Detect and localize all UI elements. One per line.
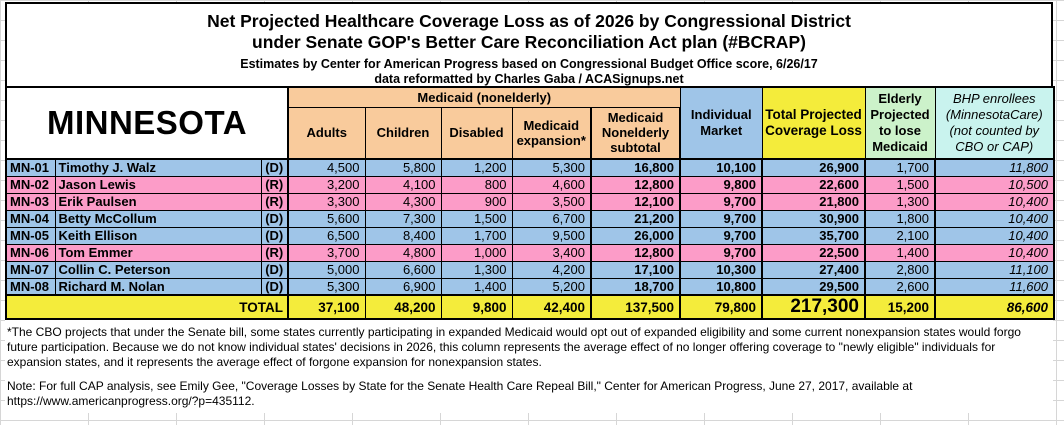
total-disabled: 9,800 (441, 295, 512, 319)
cell-district: MN-07 (6, 261, 55, 278)
medicaid-group-header: Medicaid (nonelderly) (288, 87, 680, 107)
cell-adults: 5,300 (288, 278, 365, 295)
cell-total: 27,400 (762, 261, 865, 278)
cell-children: 4,100 (365, 176, 441, 193)
cell-children: 8,400 (365, 227, 441, 244)
cell-name: Timothy J. Walz (55, 159, 261, 176)
cell-adults: 5,000 (288, 261, 365, 278)
spreadsheet-content (5, 2, 1053, 413)
table-row (6, 278, 1054, 295)
cell-individual: 9,700 (680, 227, 762, 244)
cell-individual: 10,800 (680, 278, 762, 295)
cell-individual: 10,100 (680, 159, 762, 176)
col-header-expansion: Medicaid expansion* (512, 107, 591, 159)
cell-bhp: 11,800 (935, 159, 1054, 176)
total-children: 48,200 (365, 295, 441, 319)
cell-bhp: 10,400 (935, 227, 1054, 244)
cell-disabled: 1,500 (441, 210, 512, 227)
cell-children: 4,800 (365, 244, 441, 261)
cell-disabled: 900 (441, 193, 512, 210)
cell-name: Erik Paulsen (55, 193, 261, 210)
cell-children: 4,300 (365, 193, 441, 210)
cell-elderly: 1,700 (865, 159, 935, 176)
cell-children: 6,900 (365, 278, 441, 295)
cell-party: (R) (261, 176, 288, 193)
cell-disabled: 1,400 (441, 278, 512, 295)
cell-expansion: 4,200 (512, 261, 591, 278)
cell-total: 22,500 (762, 244, 865, 261)
col-header-children: Children (365, 107, 441, 159)
cell-expansion: 6,700 (512, 210, 591, 227)
cell-district: MN-05 (6, 227, 55, 244)
cell-total: 22,600 (762, 176, 865, 193)
cell-subtotal: 12,100 (591, 193, 680, 210)
total-elderly: 15,200 (865, 295, 935, 319)
total-row (6, 295, 1054, 319)
cell-subtotal: 12,800 (591, 244, 680, 261)
cell-party: (D) (261, 210, 288, 227)
cell-adults: 3,700 (288, 244, 365, 261)
col-header-total-coverage-loss: Total Projected Coverage Loss (762, 87, 865, 159)
cell-disabled: 1,700 (441, 227, 512, 244)
col-header-bhp: BHP enrollees (MinnesotaCare) (not counted by CBO or CAP) (935, 87, 1054, 159)
total-subtotal: 137,500 (591, 295, 680, 319)
notes-section (5, 320, 1053, 413)
cell-bhp: 10,400 (935, 210, 1054, 227)
cell-disabled: 1,000 (441, 244, 512, 261)
cell-district: MN-06 (6, 244, 55, 261)
cell-adults: 3,300 (288, 193, 365, 210)
cell-total: 35,700 (762, 227, 865, 244)
cell-district: MN-04 (6, 210, 55, 227)
cell-expansion: 3,500 (512, 193, 591, 210)
cell-individual: 9,700 (680, 244, 762, 261)
cell-children: 6,600 (365, 261, 441, 278)
page-title-line1: Net Projected Healthcare Coverage Loss as of 2026 by Congressional District (207, 11, 851, 31)
total-adults: 37,100 (288, 295, 365, 319)
cell-district: MN-03 (6, 193, 55, 210)
cell-name: Richard M. Nolan (55, 278, 261, 295)
cell-adults: 6,500 (288, 227, 365, 244)
table-row (6, 176, 1054, 193)
cell-subtotal: 21,200 (591, 210, 680, 227)
cell-party: (D) (261, 278, 288, 295)
cell-total: 30,900 (762, 210, 865, 227)
cell-subtotal: 18,700 (591, 278, 680, 295)
cell-bhp: 11,100 (935, 261, 1054, 278)
cell-individual: 9,700 (680, 193, 762, 210)
cell-expansion: 5,200 (512, 278, 591, 295)
title-attribution-gaba: data reformatted by Charles Gaba / ACASignups.net (374, 72, 684, 86)
cell-total: 26,900 (762, 159, 865, 176)
cell-bhp: 10,500 (935, 176, 1054, 193)
cell-elderly: 2,100 (865, 227, 935, 244)
cell-adults: 5,600 (288, 210, 365, 227)
cell-party: (D) (261, 261, 288, 278)
cell-name: Collin C. Peterson (55, 261, 261, 278)
cell-bhp: 10,400 (935, 244, 1054, 261)
cell-name: Keith Ellison (55, 227, 261, 244)
page-title-line2: under Senate GOP's Better Care Reconciliation Act plan (#BCRAP) (252, 32, 806, 52)
cell-elderly: 1,800 (865, 210, 935, 227)
cell-district: MN-08 (6, 278, 55, 295)
cell-bhp: 11,600 (935, 278, 1054, 295)
cell-expansion: 3,400 (512, 244, 591, 261)
col-header-disabled: Disabled (441, 107, 512, 159)
cell-total: 21,800 (762, 193, 865, 210)
cell-subtotal: 26,000 (591, 227, 680, 244)
table-row (6, 210, 1054, 227)
cell-party: (D) (261, 159, 288, 176)
total-expansion: 42,400 (512, 295, 591, 319)
table-row (6, 227, 1054, 244)
cell-subtotal: 16,800 (591, 159, 680, 176)
table-row (6, 193, 1054, 210)
cell-expansion: 5,300 (512, 159, 591, 176)
cell-name: Betty McCollum (55, 210, 261, 227)
cell-subtotal: 17,100 (591, 261, 680, 278)
cell-name: Jason Lewis (55, 176, 261, 193)
cell-elderly: 2,800 (865, 261, 935, 278)
source-note: Note: For full CAP analysis, see Emily Gee, "Coverage Losses by State for the Senate Health Care Repeal Bill," Center for American Progress, June 27, 2017, available at https://www.americanprogress.org/?p=435112. (7, 379, 913, 408)
cell-disabled: 1,300 (441, 261, 512, 278)
cell-children: 7,300 (365, 210, 441, 227)
table-header (6, 87, 1054, 159)
cell-elderly: 1,300 (865, 193, 935, 210)
col-header-elderly: Elderly Projected to lose Medicaid (865, 87, 935, 159)
total-coverage-loss: 217,300 (762, 295, 865, 319)
col-header-individual-market: Individual Market (680, 87, 762, 159)
cell-subtotal: 12,800 (591, 176, 680, 193)
cell-adults: 4,500 (288, 159, 365, 176)
cell-district: MN-01 (6, 159, 55, 176)
cell-party: (R) (261, 193, 288, 210)
total-label: TOTAL (6, 295, 288, 319)
state-label: MINNESOTA (6, 87, 288, 159)
cell-party: (R) (261, 244, 288, 261)
cell-elderly: 1,400 (865, 244, 935, 261)
expansion-footnote: *The CBO projects that under the Senate bill, some states currently participating in expanded Medicaid would opt out of expanded eligibility and some current nonexpansion states would forgo future participation. Because we do not know individual states' decisions in 2026, this column represents the average effect of no longer offering coverage to "newly eligible" individuals for expansion states, and it represents the average effect of forgone expansion for nonexpansion states. (7, 325, 1021, 369)
cell-expansion: 9,500 (512, 227, 591, 244)
cell-elderly: 2,600 (865, 278, 935, 295)
coverage-loss-table (5, 86, 1055, 320)
cell-children: 5,800 (365, 159, 441, 176)
cell-disabled: 800 (441, 176, 512, 193)
cell-elderly: 1,500 (865, 176, 935, 193)
cell-expansion: 4,600 (512, 176, 591, 193)
cell-bhp: 10,400 (935, 193, 1054, 210)
table-row (6, 159, 1054, 176)
cell-name: Tom Emmer (55, 244, 261, 261)
cell-district: MN-02 (6, 176, 55, 193)
cell-total: 29,500 (762, 278, 865, 295)
cell-individual: 10,300 (680, 261, 762, 278)
cell-adults: 3,200 (288, 176, 365, 193)
cell-individual: 9,800 (680, 176, 762, 193)
total-individual-market: 79,800 (680, 295, 762, 319)
title-box (5, 2, 1053, 86)
cell-disabled: 1,200 (441, 159, 512, 176)
title-attribution-cap: Estimates by Center for American Progress based on Congressional Budget Office score, 6/26/17 (240, 57, 818, 71)
col-header-subtotal: Medicaid Nonelderly subtotal (591, 107, 680, 159)
table-row (6, 261, 1054, 278)
cell-individual: 9,700 (680, 210, 762, 227)
table-row (6, 244, 1054, 261)
cell-party: (D) (261, 227, 288, 244)
total-bhp: 86,600 (935, 295, 1054, 319)
district-rows (6, 159, 1054, 295)
col-header-adults: Adults (288, 107, 365, 159)
